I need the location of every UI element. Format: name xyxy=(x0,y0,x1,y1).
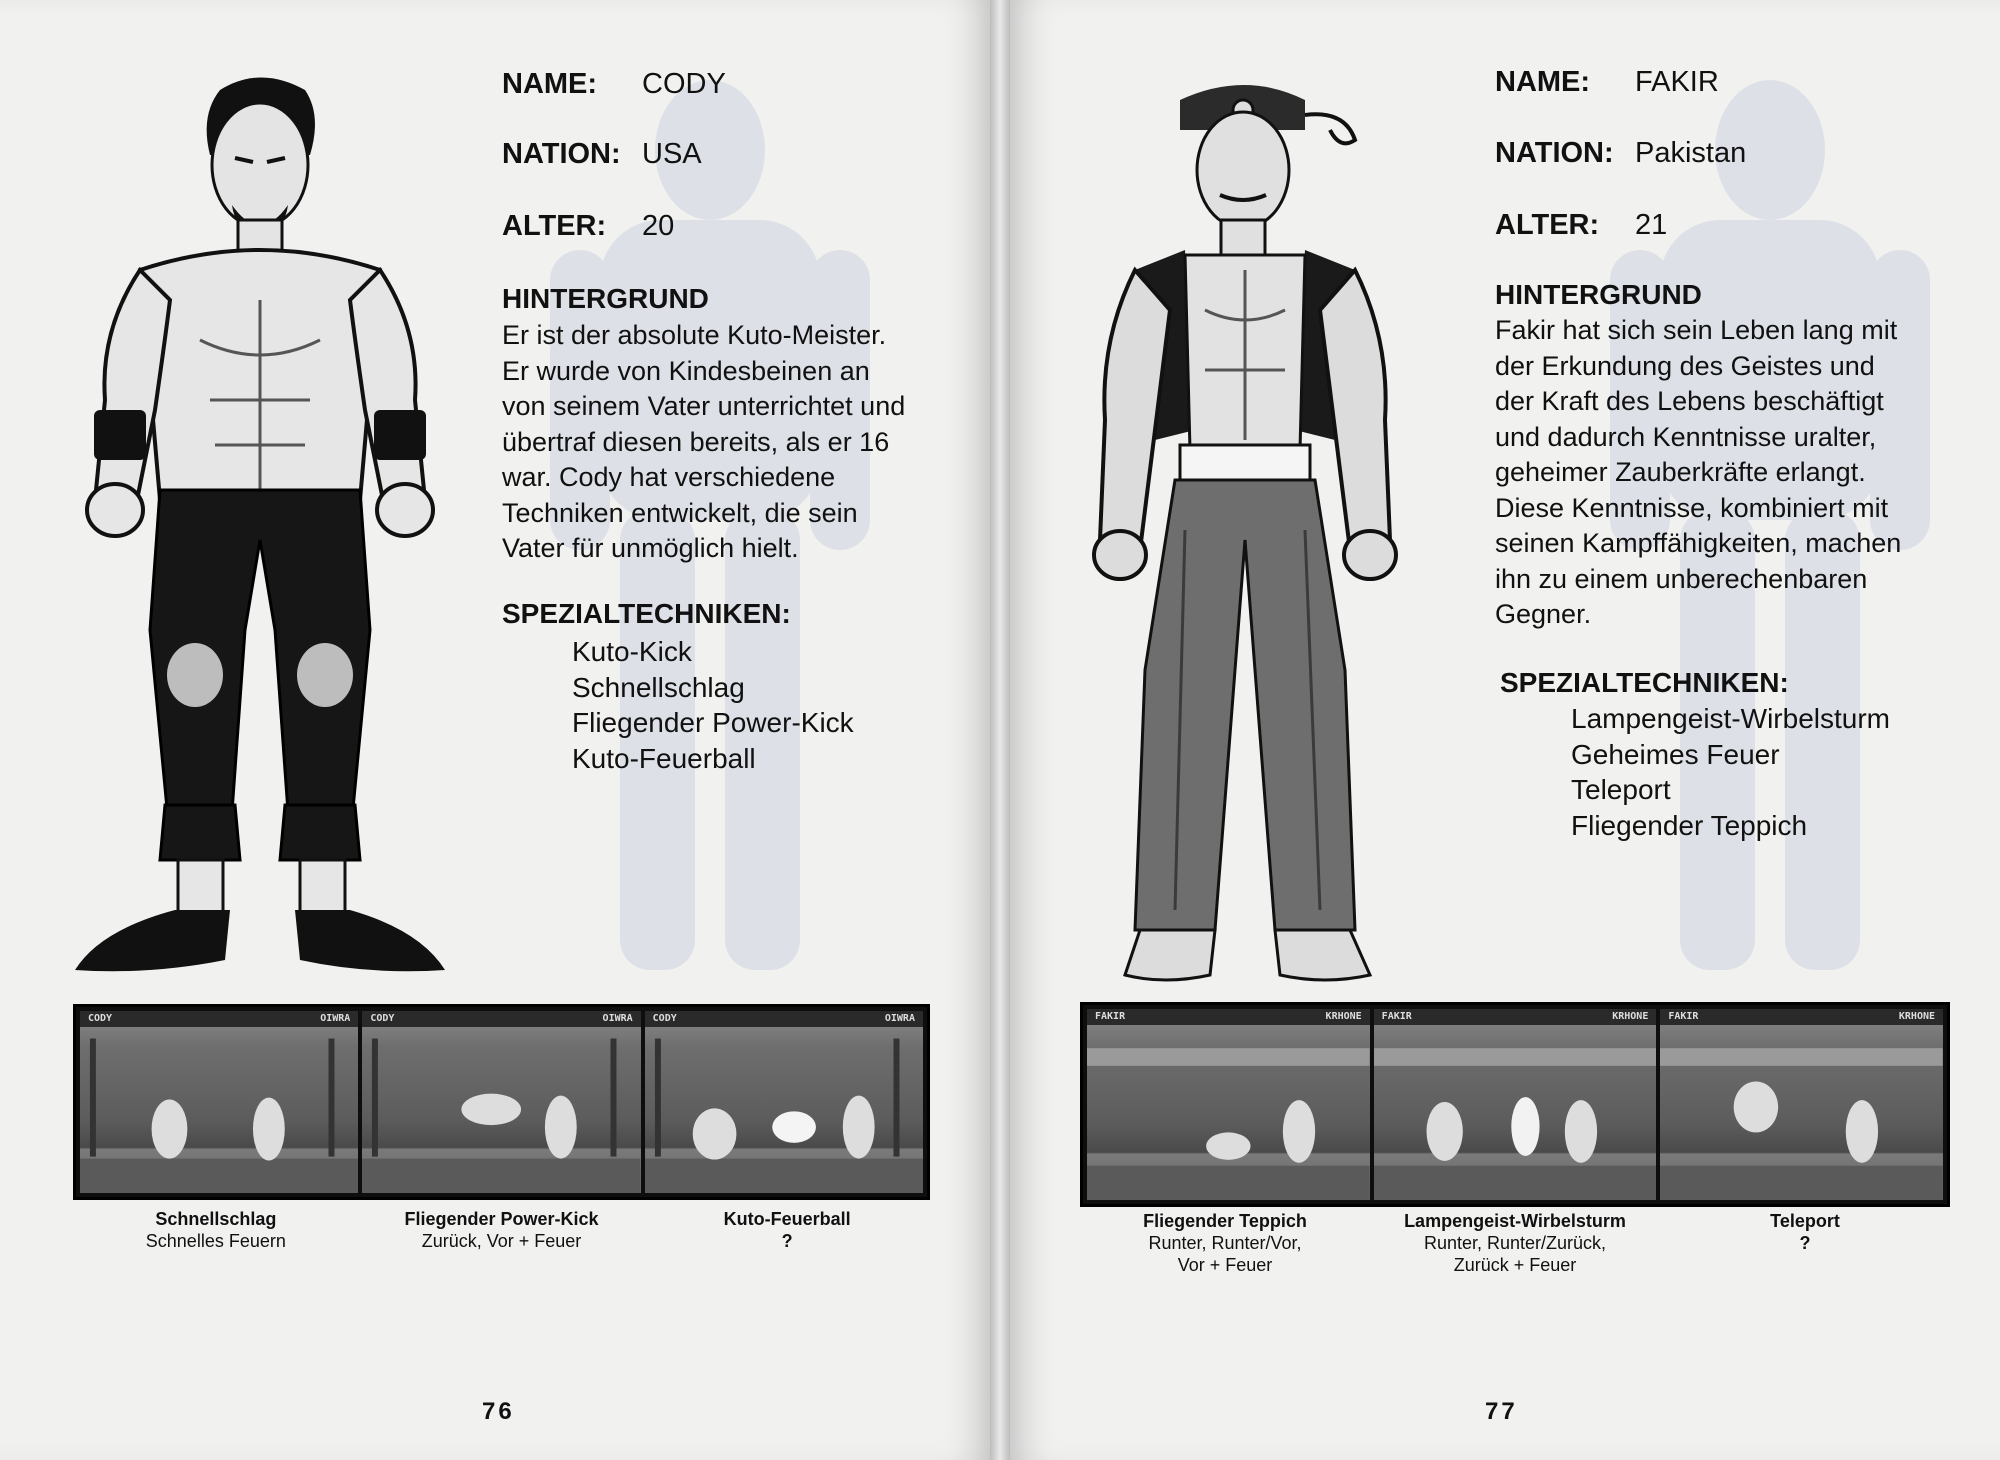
screenshot-captions xyxy=(73,1208,930,1252)
game-screenshot xyxy=(645,1011,923,1193)
hud-opponent-name: OIWRA xyxy=(884,1013,915,1024)
name-field xyxy=(502,68,726,101)
caption-input: Schnelles Feuern xyxy=(145,1231,286,1251)
screenshot-caption xyxy=(359,1208,645,1252)
caption-input: Zurück + Feuer xyxy=(1453,1255,1577,1275)
technique-item: Schnellschlag xyxy=(572,671,745,703)
caption-title: Schnellschlag xyxy=(155,1209,277,1229)
screenshot-caption xyxy=(1370,1210,1660,1276)
screenshot-caption xyxy=(1660,1210,1950,1276)
game-screenshot xyxy=(1087,1009,1370,1200)
age-value: 20 xyxy=(642,210,675,242)
hud-player-name: FAKIR xyxy=(1381,1011,1412,1022)
fighters-sprite xyxy=(1374,1009,1657,1200)
age-field xyxy=(502,210,674,243)
technique-item: Kuto-Kick xyxy=(572,636,692,667)
age-label: ALTER: xyxy=(502,210,607,242)
background-text xyxy=(502,318,905,567)
technique-item: Fliegender Power-Kick xyxy=(572,707,854,738)
hud-opponent-name: KRHONE xyxy=(1898,1011,1936,1022)
techniques-list xyxy=(572,634,854,776)
caption-input: Runter, Runter/Vor, xyxy=(1148,1233,1302,1253)
techniques-title: SPEZIALTECHNIKEN: xyxy=(502,598,791,629)
technique-item: Kuto-Feuerball xyxy=(572,742,756,774)
background-line: Diese Kenntnisse, kombiniert mit xyxy=(1495,492,1889,523)
fakir-character-illustration xyxy=(1055,70,1435,990)
nation-field xyxy=(1495,137,1746,170)
cody-character-illustration xyxy=(60,70,460,985)
technique-item: Fliegender Teppich xyxy=(1571,809,1808,841)
hud-player-name: CODY xyxy=(370,1013,395,1024)
hud-opponent-name: OIWRA xyxy=(320,1013,351,1024)
left-page xyxy=(0,0,990,1460)
background-text xyxy=(1495,313,1901,633)
game-screenshot xyxy=(80,1011,358,1193)
technique-item: Geheimes Feuer xyxy=(1571,738,1780,770)
background-line: und dadurch Kenntnisse uralter, xyxy=(1495,421,1877,452)
nation-label: NATION: xyxy=(502,138,621,170)
background-title: HINTERGRUND xyxy=(502,283,709,314)
caption-title: Fliegender Teppich xyxy=(1143,1211,1307,1231)
background-line: Techniken entwickelt, die sein xyxy=(502,497,858,528)
background-line: Vater für unmöglich hielt. xyxy=(502,533,799,563)
caption-input: ? xyxy=(781,1231,793,1251)
background-line: geheimer Zauberkräfte erlangt. xyxy=(1495,457,1866,487)
game-screenshot xyxy=(362,1011,640,1193)
book-gutter xyxy=(990,0,1010,1460)
hud-player-name: CODY xyxy=(652,1013,677,1024)
background-line: Gegner. xyxy=(1495,599,1592,629)
nation-value: USA xyxy=(642,138,702,170)
caption-input: Vor + Feuer xyxy=(1177,1255,1273,1275)
fighters-sprite xyxy=(645,1011,923,1193)
page-number: 77 xyxy=(1485,1398,1518,1425)
game-screenshot xyxy=(1374,1009,1657,1200)
background-line: der Kraft des Lebens beschäftigt xyxy=(1495,386,1884,416)
background-line: seinen Kampffähigkeiten, machen xyxy=(1495,528,1902,558)
background-line: Er ist der absolute Kuto-Meister. xyxy=(502,320,887,350)
fighters-sprite xyxy=(1660,1009,1943,1200)
age-value: 21 xyxy=(1635,209,1668,241)
caption-input: Zurück, Vor + Feuer xyxy=(421,1231,582,1251)
background-line: der Erkundung des Geistes und xyxy=(1495,350,1875,381)
fighters-sprite xyxy=(1087,1009,1370,1200)
background-line: Er wurde von Kindesbeinen an xyxy=(502,355,870,386)
name-field xyxy=(1495,66,1719,99)
caption-title: Fliegender Power-Kick xyxy=(404,1209,599,1229)
screenshot-strip xyxy=(73,1004,930,1200)
hud-opponent-name: KRHONE xyxy=(1612,1011,1649,1022)
background-line: war. Cody hat verschiedene xyxy=(502,462,836,492)
background-line: von seinem Vater unterrichtet und xyxy=(502,391,906,421)
screenshot-captions xyxy=(1080,1210,1950,1276)
screenshot-caption xyxy=(1080,1210,1370,1276)
name-value: CODY xyxy=(642,68,726,100)
caption-title: Kuto-Feuerball xyxy=(723,1209,851,1229)
background-line: übertraf diesen bereits, als er 16 xyxy=(502,426,890,457)
techniques-title: SPEZIALTECHNIKEN: xyxy=(1500,667,1789,698)
technique-item: Lampengeist-Wirbelsturm xyxy=(1571,703,1890,734)
hud-player-name: CODY xyxy=(88,1013,113,1024)
screenshot-strip xyxy=(1080,1002,1950,1207)
screenshot-caption xyxy=(73,1208,359,1252)
game-screenshot xyxy=(1660,1009,1943,1200)
background-line: ihn zu einem unberechenbaren xyxy=(1495,563,1868,594)
nation-value: Pakistan xyxy=(1635,137,1747,169)
caption-title: Teleport xyxy=(1770,1211,1840,1231)
hud-opponent-name: OIWRA xyxy=(602,1013,633,1024)
hud-player-name: FAKIR xyxy=(1095,1011,1126,1022)
name-label: NAME: xyxy=(502,68,598,100)
page-number: 76 xyxy=(482,1398,515,1425)
nation-field xyxy=(502,138,702,171)
hud-player-name: FAKIR xyxy=(1668,1011,1699,1022)
name-value: FAKIR xyxy=(1635,66,1719,98)
screenshot-caption xyxy=(644,1208,930,1252)
age-field xyxy=(1495,209,1667,242)
background-line: Fakir hat sich sein Leben lang mit xyxy=(1495,315,1898,345)
caption-input: ? xyxy=(1799,1233,1811,1253)
caption-title: Lampengeist-Wirbelsturm xyxy=(1404,1211,1626,1231)
right-page xyxy=(1010,0,2000,1460)
hud-opponent-name: KRHONE xyxy=(1325,1011,1362,1022)
age-label: ALTER: xyxy=(1495,209,1600,241)
fighters-sprite xyxy=(80,1011,358,1193)
fighters-sprite xyxy=(362,1011,640,1193)
nation-label: NATION: xyxy=(1495,137,1614,169)
background-title: HINTERGRUND xyxy=(1495,279,1702,310)
technique-item: Teleport xyxy=(1571,774,1671,805)
techniques-list xyxy=(1571,701,1890,843)
name-label: NAME: xyxy=(1495,66,1591,98)
caption-input: Runter, Runter/Zurück, xyxy=(1423,1233,1607,1253)
